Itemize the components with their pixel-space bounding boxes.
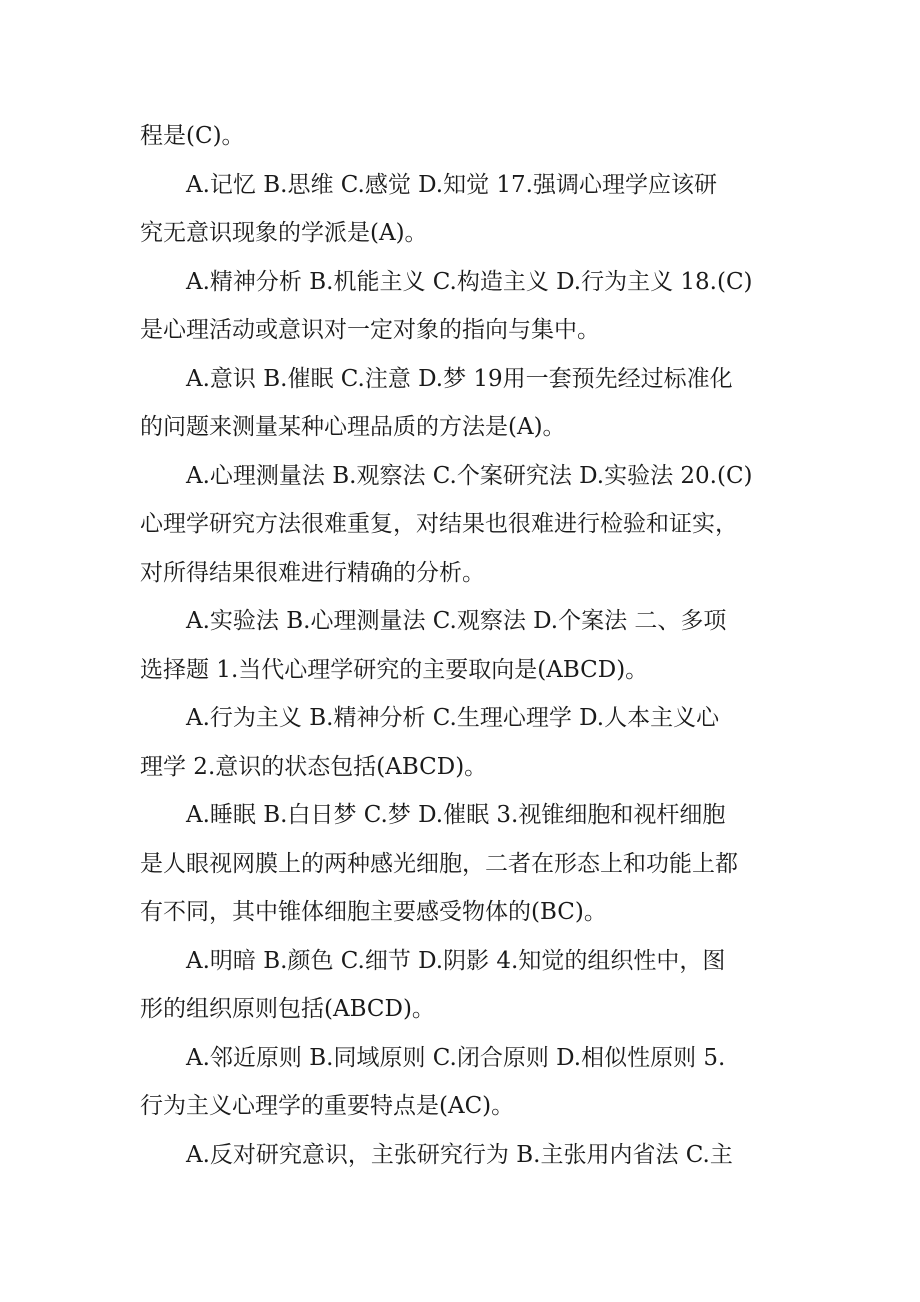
paragraph-1	[140, 112, 805, 161]
paragraph-4	[140, 355, 805, 452]
paragraph-2	[140, 161, 805, 258]
text-line: A.实验法 B.心理测量法 C.观察法 D.个案法 二、多项	[186, 608, 727, 634]
document-body	[140, 112, 805, 1179]
text-line: 是人眼视网膜上的两种感光细胞，二者在形态上和功能上都	[140, 850, 738, 877]
text-line: 行为主义心理学的重要特点是(AC)。	[140, 1093, 515, 1119]
text-line: A.邻近原则 B.同域原则 C.闭合原则 D.相似性原则 5.	[186, 1044, 726, 1071]
paragraph-8	[140, 791, 805, 937]
paragraph-11	[140, 1131, 805, 1180]
text-line: 究无意识现象的学派是(A)。	[140, 220, 428, 246]
paragraph-7	[140, 694, 805, 791]
text-line: 对所得结果很难进行精确的分析。	[140, 559, 485, 586]
text-line: 心理学研究方法很难重复，对结果也很难进行检验和证实，	[140, 511, 738, 537]
text-line: A.明暗 B.颜色 C.细节 D.阴影 4.知觉的组织性中，图	[186, 947, 726, 974]
text-line: A.行为主义 B.精神分析 C.生理心理学 D.人本主义心	[186, 705, 720, 731]
text-line: 形的组织原则包括(ABCD)。	[140, 996, 435, 1022]
text-line: A.睡眠 B.白日梦 C.梦 D.催眠 3.视锥细胞和视杆细胞	[186, 802, 726, 828]
text-line: 有不同，其中锥体细胞主要感受物体的(BC)。	[140, 899, 607, 925]
text-line: A.意识 B.催眠 C.注意 D.梦 19用一套预先经过标准化	[186, 365, 733, 392]
paragraph-3	[140, 258, 805, 355]
text-line: 理学 2.意识的状态包括(ABCD)。	[140, 753, 488, 780]
paragraph-9	[140, 937, 805, 1034]
text-line: 是心理活动或意识对一定对象的指向与集中。	[140, 317, 600, 343]
text-line: 选择题 1.当代心理学研究的主要取向是(ABCD)。	[140, 656, 649, 683]
paragraph-10	[140, 1034, 805, 1131]
paragraph-6	[140, 597, 805, 694]
text-line: A.心理测量法 B.观察法 C.个案研究法 D.实验法 20.(C)	[186, 462, 753, 489]
paragraph-5	[140, 452, 805, 598]
text-line: 程是(C)。	[140, 123, 245, 149]
text-line: 的问题来测量某种心理品质的方法是(A)。	[140, 414, 566, 440]
text-line: A.记忆 B.思维 C.感觉 D.知觉 17.强调心理学应该研	[186, 171, 717, 198]
text-line: A.反对研究意识，主张研究行为 B.主张用内省法 C.主	[186, 1141, 733, 1168]
text-line: A.精神分析 B.机能主义 C.构造主义 D.行为主义 18.(C)	[186, 268, 753, 295]
